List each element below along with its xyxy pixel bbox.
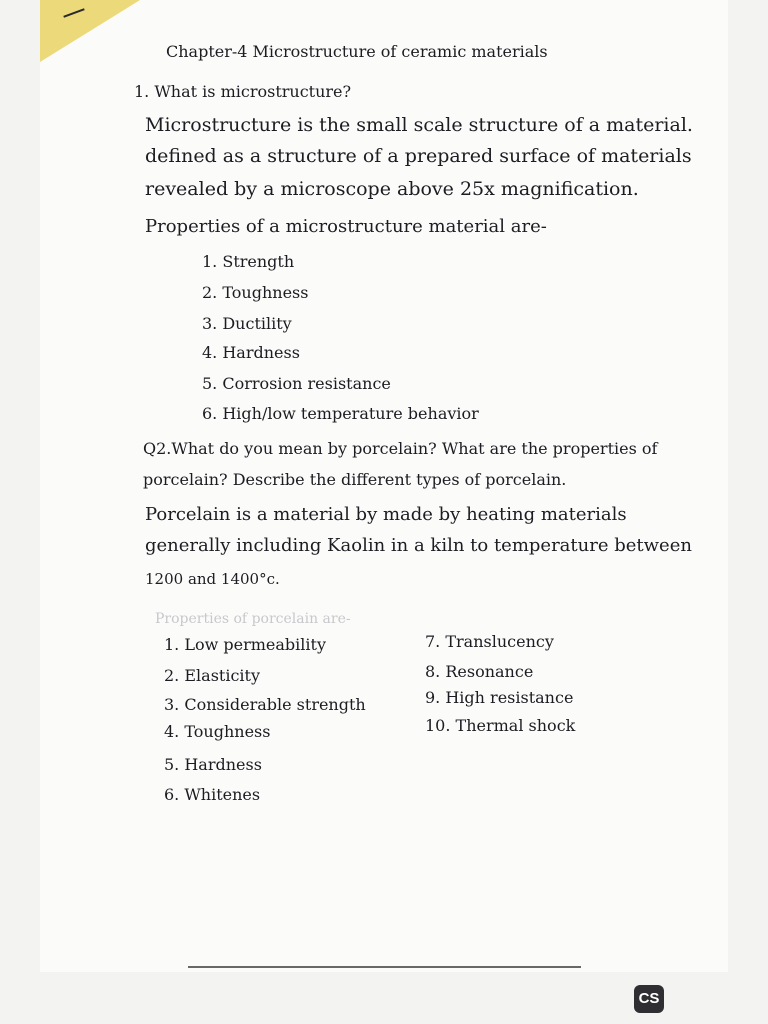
yellow-corner-tab	[40, 0, 140, 62]
property-item: 2. Toughness	[202, 283, 309, 302]
question-1: 1. What is microstructure?	[134, 82, 352, 101]
camscanner-logo-icon: CS	[634, 985, 664, 1013]
question-2-line-1: Q2.What do you mean by porcelain? What are the properties of	[143, 439, 658, 458]
porcelain-property-item: 3. Considerable strength	[164, 695, 366, 714]
property-item: 3. Ductility	[202, 314, 292, 333]
property-item: 4. Hardness	[202, 343, 300, 362]
chapter-title: Chapter-4 Microstructure of ceramic materials	[166, 42, 548, 61]
porcelain-property-item: 7. Translucency	[425, 632, 554, 651]
page-bottom-rule	[188, 966, 581, 968]
answer-1-line-2: defined as a structure of a prepared surface of materials	[145, 145, 692, 167]
property-item: 6. High/low temperature behavior	[202, 404, 479, 423]
answer-2-line-3: 1200 and 1400°c.	[145, 570, 280, 588]
porcelain-properties-label: Properties of porcelain are-	[155, 611, 351, 627]
property-item: 5. Corrosion resistance	[202, 374, 391, 393]
answer-2-line-1: Porcelain is a material by made by heating materials	[145, 504, 627, 525]
property-item: 1. Strength	[202, 252, 295, 271]
question-2-line-2: porcelain? Describe the different types of porcelain.	[143, 470, 567, 489]
porcelain-property-item: 8. Resonance	[425, 662, 534, 681]
porcelain-property-item: 6. Whitenes	[164, 785, 261, 804]
porcelain-property-item: 1. Low permeability	[164, 635, 326, 654]
answer-2-line-2: generally including Kaolin in a kiln to temperature between	[145, 535, 692, 556]
porcelain-property-item: 2. Elasticity	[164, 666, 260, 685]
answer-1-line-1: Microstructure is the small scale structure of a material.	[145, 114, 693, 136]
properties-intro: Properties of a microstructure material are-	[145, 216, 547, 237]
porcelain-property-item: 9. High resistance	[425, 688, 574, 707]
answer-1-line-3: revealed by a microscope above 25x magnification.	[145, 178, 639, 200]
porcelain-property-item: 10. Thermal shock	[425, 716, 576, 735]
porcelain-property-item: 5. Hardness	[164, 755, 262, 774]
porcelain-property-item: 4. Toughness	[164, 722, 271, 741]
